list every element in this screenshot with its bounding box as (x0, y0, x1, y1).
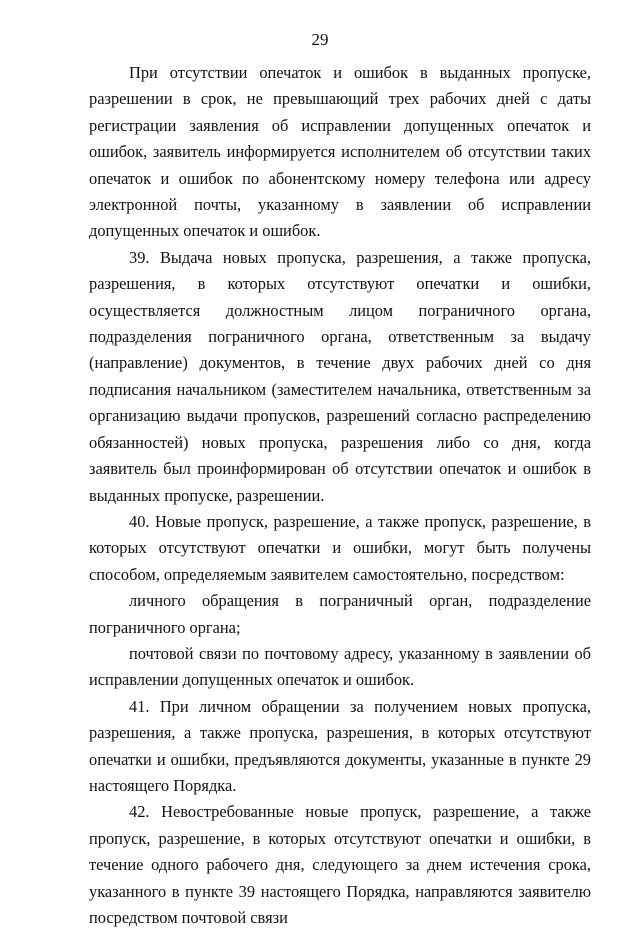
paragraph-no-typos-notice: При отсутствии опечаток и ошибок в выданных пропуске, разрешении в срок, не превышающий трех рабочих дней с даты регистрации заявления об исправлении допущенных опечаток и ошибок, заявитель информируется исполнителем об отсутствии таких опечаток и ошибок по абонентскому номеру телефона или адресу электронной почты, указанному в заявлении об исправлении допущенных опечаток и ошибок. (89, 63, 591, 241)
page-number: 29 (311, 30, 329, 49)
document-body (89, 60, 591, 931)
paragraph-postal-delivery: почтовой связи по почтовому адресу, указанному в заявлении об исправлении допущенных опечаток и ошибок. (89, 643, 591, 690)
paragraph-personal-visit: личного обращения в пограничный орган, подразделение пограничного органа; (89, 591, 591, 637)
paragraph-39-issuance: 39. Выдача новых пропуска, разрешения, а также пропуска, разрешения, в которых отсутствуют опечатки и ошибки, осуществляется должностным лицом пограничного органа, подразделения пограничного органа, ответственным за выдачу (направление) документов, в течение двух рабочих дней со дня подписания начальником (заместителем начальника, ответственным за организацию выдачи пропусков, разрешений согласно распределению обязанностей) новых пропуска, разрешения либо со дня, когда заявитель был проинформирован об отсутствии опечаток и ошибок в выданных пропуске, разрешении. (89, 247, 591, 505)
paragraph-42-unclaimed-documents: 42. Невостребованные новые пропуск, разрешение, а также пропуск, разрешение, в которых отсутствуют опечатки и ошибки, в течение одного рабочего дня, следующего за днем истечения срока, указанного в пункте 39 настоящего Порядка, направляются заявителю посредством почтовой связи (89, 802, 591, 927)
paragraph-40-receipt-methods: 40. Новые пропуск, разрешение, а также пропуск, разрешение, в которых отсутствуют опечатки и ошибки, могут быть получены способом, определяемым заявителем самостоятельно, посредством: (89, 511, 591, 584)
paragraph-41-personal-visit-documents: 41. При личном обращении за получением новых пропуска, разрешения, а также пропуска, разрешения, в которых отсутствуют опечатки и ошибки, предъявляются документы, указанные в пункте 29 настоящего Порядка. (89, 696, 591, 795)
